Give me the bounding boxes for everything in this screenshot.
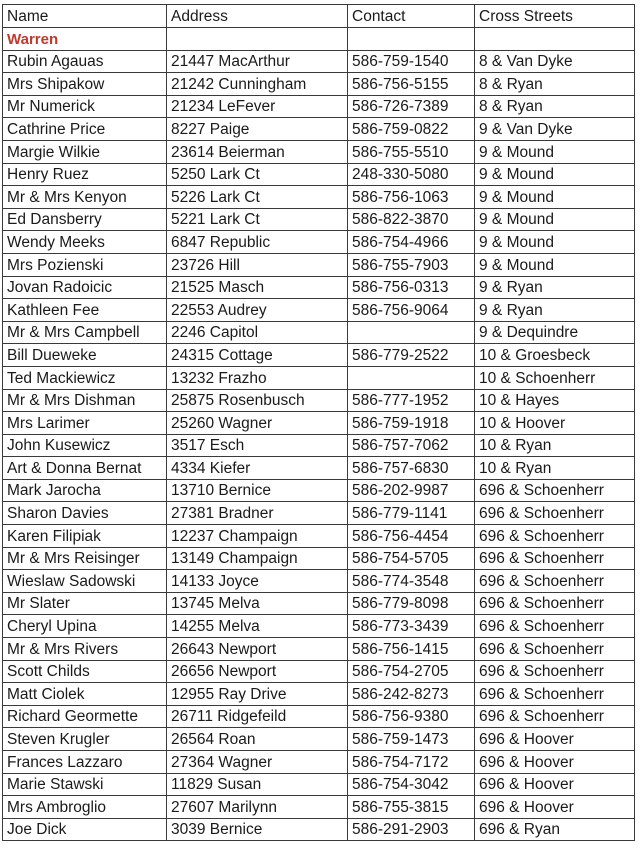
address-cell: 26711 Ridgefeild [167, 705, 348, 728]
name-cell: Wendy Meeks [3, 231, 167, 254]
contact-cell: 586-756-9380 [348, 705, 475, 728]
table-row [3, 95, 635, 118]
contact-cell: 586-754-5705 [348, 547, 475, 570]
cross-streets-cell: 696 & Schoenherr [475, 570, 635, 593]
address-cell: 21234 LeFever [167, 95, 348, 118]
cross-streets-cell: 696 & Schoenherr [475, 479, 635, 502]
contact-cell: 586-759-1540 [348, 50, 475, 73]
table-row [3, 118, 635, 141]
contact-cell [348, 321, 475, 344]
name-cell: Bill Dueweke [3, 344, 167, 367]
cross-streets-cell: 9 & Ryan [475, 299, 635, 322]
table-row [3, 592, 635, 615]
name-cell: Mr & Mrs Rivers [3, 638, 167, 661]
cross-streets-cell: 9 & Mound [475, 186, 635, 209]
cross-streets-cell: 9 & Mound [475, 253, 635, 276]
table-row [3, 434, 635, 457]
table-row [3, 50, 635, 73]
cross-streets-cell: 696 & Schoenherr [475, 705, 635, 728]
address-cell: 13232 Frazho [167, 366, 348, 389]
table-row [3, 728, 635, 751]
address-cell: 27364 Wagner [167, 751, 348, 774]
name-cell: Mr & Mrs Reisinger [3, 547, 167, 570]
name-cell: Mrs Shipakow [3, 73, 167, 96]
cross-streets-cell: 10 & Ryan [475, 434, 635, 457]
address-cell: 24315 Cottage [167, 344, 348, 367]
table-row [3, 253, 635, 276]
table-row [3, 276, 635, 299]
name-cell: Art & Donna Bernat [3, 457, 167, 480]
table-row [3, 321, 635, 344]
cross-streets-cell: 696 & Schoenherr [475, 660, 635, 683]
contact-cell: 586-754-2705 [348, 660, 475, 683]
address-cell: 5221 Lark Ct [167, 208, 348, 231]
contact-cell: 586-756-4454 [348, 525, 475, 548]
table-row [3, 231, 635, 254]
table-row [3, 299, 635, 322]
contact-cell: 586-755-7903 [348, 253, 475, 276]
cross-streets-cell: 10 & Groesbeck [475, 344, 635, 367]
cross-streets-cell: 9 & Mound [475, 163, 635, 186]
address-cell: 25260 Wagner [167, 412, 348, 435]
name-cell: Steven Krugler [3, 728, 167, 751]
cross-streets-cell: 9 & Mound [475, 208, 635, 231]
table-row [3, 660, 635, 683]
name-cell: Mark Jarocha [3, 479, 167, 502]
contact-cell: 586-777-1952 [348, 389, 475, 412]
cross-streets-cell: 10 & Ryan [475, 457, 635, 480]
name-cell: Sharon Davies [3, 502, 167, 525]
address-cell: 23726 Hill [167, 253, 348, 276]
table-row [3, 570, 635, 593]
name-cell: Joe Dick [3, 818, 167, 841]
cross-streets-cell: 696 & Schoenherr [475, 638, 635, 661]
address-cell: 26643 Newport [167, 638, 348, 661]
cross-streets-cell: 10 & Schoenherr [475, 366, 635, 389]
header-name: Name [3, 5, 167, 28]
contact-cell: 586-726-7389 [348, 95, 475, 118]
name-cell: Mrs Ambroglio [3, 796, 167, 819]
name-cell: Henry Ruez [3, 163, 167, 186]
contact-cell: 248-330-5080 [348, 163, 475, 186]
name-cell: Marie Stawski [3, 773, 167, 796]
address-cell: 12955 Ray Drive [167, 683, 348, 706]
address-cell: 3039 Bernice [167, 818, 348, 841]
address-cell: 12237 Champaign [167, 525, 348, 548]
contact-cell: 586-756-9064 [348, 299, 475, 322]
contact-cell: 586-759-0822 [348, 118, 475, 141]
cross-streets-cell: 9 & Van Dyke [475, 118, 635, 141]
address-cell: 2246 Capitol [167, 321, 348, 344]
contact-cell: 586-757-6830 [348, 457, 475, 480]
contact-cell: 586-242-8273 [348, 683, 475, 706]
name-cell: Cathrine Price [3, 118, 167, 141]
table-row [3, 502, 635, 525]
cross-streets-cell: 696 & Schoenherr [475, 525, 635, 548]
table-row [3, 796, 635, 819]
table-row [3, 683, 635, 706]
table-row [3, 457, 635, 480]
contact-list-document [2, 4, 634, 841]
name-cell: Mr & Mrs Kenyon [3, 186, 167, 209]
table-row [3, 412, 635, 435]
table-row [3, 366, 635, 389]
name-cell: Jovan Radoicic [3, 276, 167, 299]
name-cell: Wieslaw Sadowski [3, 570, 167, 593]
name-cell: Ed Dansberry [3, 208, 167, 231]
cross-streets-cell: 9 & Mound [475, 231, 635, 254]
cross-streets-cell: 696 & Schoenherr [475, 615, 635, 638]
cross-streets-cell: 696 & Hoover [475, 751, 635, 774]
contact-cell: 586-774-3548 [348, 570, 475, 593]
contact-table [2, 4, 635, 841]
contact-cell: 586-291-2903 [348, 818, 475, 841]
contact-cell: 586-779-2522 [348, 344, 475, 367]
name-cell: Ted Mackiewicz [3, 366, 167, 389]
cross-streets-cell: 696 & Ryan [475, 818, 635, 841]
address-cell: 22553 Audrey [167, 299, 348, 322]
address-cell: 11829 Susan [167, 773, 348, 796]
address-cell: 21525 Masch [167, 276, 348, 299]
name-cell: Frances Lazzaro [3, 751, 167, 774]
name-cell: Matt Ciolek [3, 683, 167, 706]
cross-streets-cell: 8 & Van Dyke [475, 50, 635, 73]
name-cell: Karen Filipiak [3, 525, 167, 548]
header-cross-streets: Cross Streets [475, 5, 635, 28]
table-row [3, 705, 635, 728]
cross-streets-cell: 696 & Schoenherr [475, 502, 635, 525]
empty-cell [475, 28, 635, 51]
address-cell: 14255 Melva [167, 615, 348, 638]
contact-cell: 586-779-8098 [348, 592, 475, 615]
cross-streets-cell: 10 & Hayes [475, 389, 635, 412]
cross-streets-cell: 9 & Mound [475, 140, 635, 163]
contact-cell: 586-822-3870 [348, 208, 475, 231]
name-cell: John Kusewicz [3, 434, 167, 457]
address-cell: 13149 Champaign [167, 547, 348, 570]
address-cell: 21447 MacArthur [167, 50, 348, 73]
table-row [3, 615, 635, 638]
contact-cell: 586-755-3815 [348, 796, 475, 819]
table-row [3, 751, 635, 774]
address-cell: 14133 Joyce [167, 570, 348, 593]
contact-cell: 586-202-9987 [348, 479, 475, 502]
address-cell: 8227 Paige [167, 118, 348, 141]
cross-streets-cell: 8 & Ryan [475, 73, 635, 96]
address-cell: 25875 Rosenbusch [167, 389, 348, 412]
table-row [3, 208, 635, 231]
name-cell: Scott Childs [3, 660, 167, 683]
address-cell: 13745 Melva [167, 592, 348, 615]
empty-cell [167, 28, 348, 51]
table-body [3, 28, 635, 841]
table-row [3, 638, 635, 661]
address-cell: 3517 Esch [167, 434, 348, 457]
contact-cell [348, 366, 475, 389]
name-cell: Mrs Larimer [3, 412, 167, 435]
contact-cell: 586-754-7172 [348, 751, 475, 774]
name-cell: Kathleen Fee [3, 299, 167, 322]
table-row [3, 73, 635, 96]
cross-streets-cell: 696 & Hoover [475, 796, 635, 819]
empty-cell [348, 28, 475, 51]
contact-cell: 586-756-5155 [348, 73, 475, 96]
header-address: Address [167, 5, 348, 28]
table-row [3, 186, 635, 209]
contact-cell: 586-757-7062 [348, 434, 475, 457]
contact-cell: 586-759-1473 [348, 728, 475, 751]
contact-cell: 586-779-1141 [348, 502, 475, 525]
section-row [3, 28, 635, 51]
name-cell: Cheryl Upina [3, 615, 167, 638]
contact-cell: 586-756-1415 [348, 638, 475, 661]
contact-cell: 586-756-0313 [348, 276, 475, 299]
address-cell: 6847 Republic [167, 231, 348, 254]
contact-cell: 586-756-1063 [348, 186, 475, 209]
table-row [3, 773, 635, 796]
cross-streets-cell: 696 & Schoenherr [475, 683, 635, 706]
name-cell: Mrs Pozienski [3, 253, 167, 276]
address-cell: 13710 Bernice [167, 479, 348, 502]
cross-streets-cell: 9 & Dequindre [475, 321, 635, 344]
table-row [3, 344, 635, 367]
address-cell: 21242 Cunningham [167, 73, 348, 96]
name-cell: Richard Geormette [3, 705, 167, 728]
cross-streets-cell: 696 & Schoenherr [475, 592, 635, 615]
address-cell: 23614 Beierman [167, 140, 348, 163]
table-row [3, 140, 635, 163]
name-cell: Mr & Mrs Campbell [3, 321, 167, 344]
table-row [3, 163, 635, 186]
contact-cell: 586-754-4966 [348, 231, 475, 254]
cross-streets-cell: 9 & Ryan [475, 276, 635, 299]
contact-cell: 586-773-3439 [348, 615, 475, 638]
name-cell: Mr Numerick [3, 95, 167, 118]
table-row [3, 389, 635, 412]
cross-streets-cell: 8 & Ryan [475, 95, 635, 118]
table-row [3, 525, 635, 548]
name-cell: Rubin Agauas [3, 50, 167, 73]
table-row [3, 818, 635, 841]
table-row [3, 547, 635, 570]
name-cell: Margie Wilkie [3, 140, 167, 163]
table-row [3, 479, 635, 502]
address-cell: 4334 Kiefer [167, 457, 348, 480]
name-cell: Mr & Mrs Dishman [3, 389, 167, 412]
address-cell: 27381 Bradner [167, 502, 348, 525]
contact-cell: 586-755-5510 [348, 140, 475, 163]
cross-streets-cell: 10 & Hoover [475, 412, 635, 435]
address-cell: 26564 Roan [167, 728, 348, 751]
header-row [3, 5, 635, 28]
contact-cell: 586-759-1918 [348, 412, 475, 435]
section-label: Warren [3, 28, 167, 51]
contact-cell: 586-754-3042 [348, 773, 475, 796]
address-cell: 5226 Lark Ct [167, 186, 348, 209]
cross-streets-cell: 696 & Schoenherr [475, 547, 635, 570]
name-cell: Mr Slater [3, 592, 167, 615]
address-cell: 5250 Lark Ct [167, 163, 348, 186]
cross-streets-cell: 696 & Hoover [475, 773, 635, 796]
address-cell: 27607 Marilynn [167, 796, 348, 819]
header-contact: Contact [348, 5, 475, 28]
cross-streets-cell: 696 & Hoover [475, 728, 635, 751]
address-cell: 26656 Newport [167, 660, 348, 683]
